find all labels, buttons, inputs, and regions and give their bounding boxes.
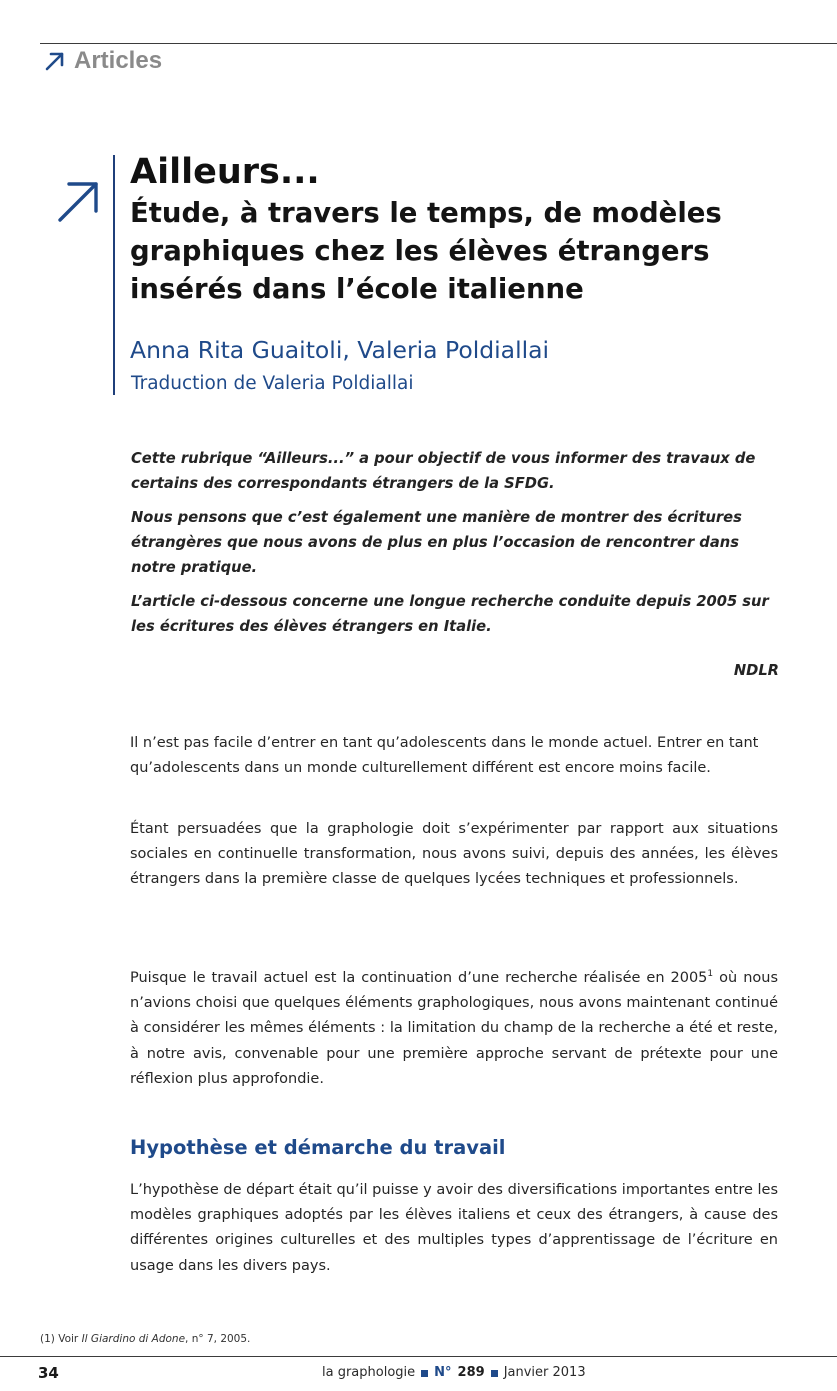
body-paragraph: L’hypothèse de départ était qu’il puisse y avoir des diversifications importantes entre les modèles graphiques adoptés par les élèves italiens et ceux des étrangers, à cause des différentes origines culturelles et des multiples types d’apprentissage de l’écriture en usage dans les divers pays. <box>130 1182 778 1274</box>
square-bullet-icon <box>421 1370 428 1377</box>
editor-note-paragraph: L’article ci-dessous concerne une longue recherche conduite depuis 2005 sur les écritures des élèves étrangers en Italie. <box>131 593 769 635</box>
article-title: Ailleurs... <box>130 152 320 192</box>
issue-number: 289 <box>457 1365 485 1380</box>
footnote-source: Il Giardino di Adone <box>81 1333 186 1345</box>
footnote <box>40 1331 250 1347</box>
northeast-arrow-icon <box>56 178 102 224</box>
body-text-run: Puisque le travail actuel est la continuation d’une recherche réalisée en 2005 <box>130 970 708 986</box>
header-rule <box>40 43 837 44</box>
article-translation-credit: Traduction de Valeria Poldiallai <box>131 373 414 394</box>
article-subtitle: Étude, à travers le temps, de modèles graphiques chez les élèves étrangers insérés dans l’école italienne <box>130 197 722 305</box>
body-paragraph: Étant persuadées que la graphologie doit s’expérimenter par rapport aux situations sociales en continuelle transformation, nous avons suivi, depuis des années, les élèves étrangers dans la première classe de quelques lycées techniques et professionnels. <box>130 821 778 888</box>
body-paragraph: Il n’est pas facile d’entrer en tant qu’adolescents dans le monde actuel. Entrer en tant qu’adolescents dans un monde culturellement différent est encore moins facile. <box>130 735 759 777</box>
northeast-arrow-icon <box>44 50 66 72</box>
page-number: 34 <box>38 1364 59 1382</box>
section-label-text: Articles <box>74 47 163 74</box>
journal-name: la graphologie <box>322 1365 416 1380</box>
editor-note-signature: NDLR <box>733 662 779 679</box>
footnote-reference[interactable]: 1 <box>707 969 714 980</box>
section-heading: Hypothèse et démarche du travail <box>130 1136 506 1159</box>
section-label <box>44 46 162 76</box>
footer-journal-info <box>322 1362 586 1384</box>
title-accent-bar <box>113 155 115 395</box>
footnote-prefix: (1) Voir <box>40 1333 82 1345</box>
editor-note-paragraph: Nous pensons que c’est également une manière de montrer des écritures étrangères que nous avons de plus en plus l’occasion de rencontrer dans notre pratique. <box>131 509 742 576</box>
article-authors: Anna Rita Guaitoli, Valeria Poldiallai <box>130 336 550 364</box>
issue-prefix: N° <box>434 1365 452 1380</box>
square-bullet-icon <box>491 1370 498 1377</box>
body-paragraph <box>130 966 778 1092</box>
body-text-run: où nous n’avions choisi que quelques éléments graphologiques, nous avons maintenant continué à considérer les mêmes éléments : la limitation du champ de la recherche a été et reste, à notre avis, convenable pour une première approche servant de prétexte pour une réflexion plus approfondie. <box>130 970 779 1087</box>
editor-note-paragraph: Cette rubrique “Ailleurs...” a pour objectif de vous informer des travaux de certains des correspondants étrangers de la SFDG. <box>131 450 756 492</box>
footer-rule <box>0 1356 837 1357</box>
issue-date: Janvier 2013 <box>503 1365 586 1380</box>
editor-note <box>131 446 781 648</box>
footnote-suffix: , n° 7, 2005. <box>185 1333 251 1345</box>
